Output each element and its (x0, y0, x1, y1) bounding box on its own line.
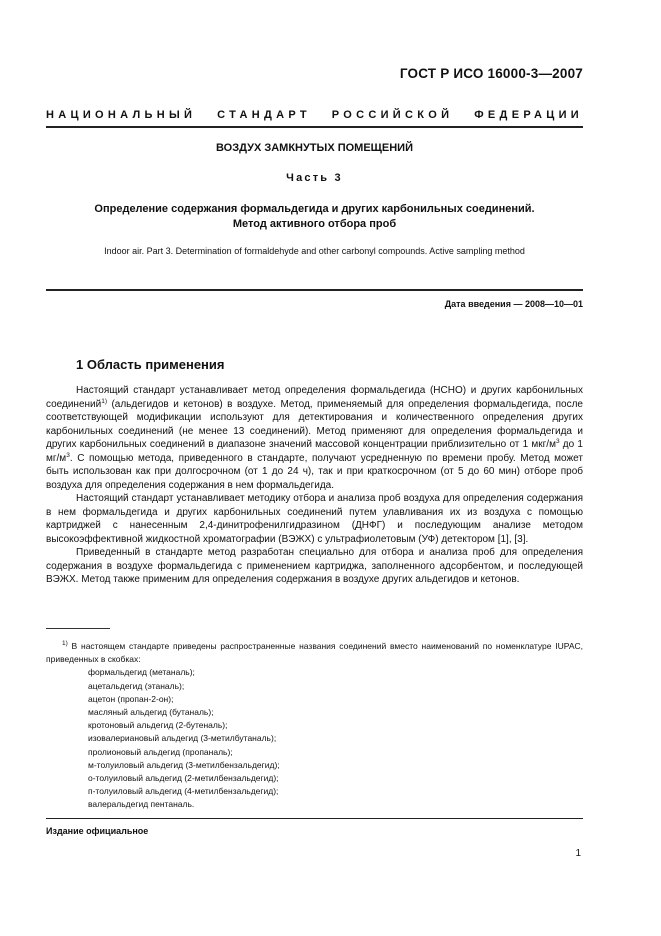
footnote-list-item: пролионовый альдегид (пропаналь); (88, 746, 233, 757)
footnote-list-item: валеральдегид пентаналь. (88, 799, 195, 810)
footnote-ref[interactable]: 1) (101, 397, 107, 405)
footnote-list-item: кротоновый альдегид (2-бутеналь); (88, 720, 228, 731)
footnote-list-item: п-толуиловый альдегид (4-метилбензальдегид); (88, 786, 279, 797)
section-body (46, 384, 583, 587)
subtitle-line-1: Определение содержания формальдегида и других карбонильных соединений. (94, 203, 535, 215)
footnote-list-item: ацетон (пропан-2-он); (88, 693, 174, 704)
section-heading: 1 Область применения (76, 357, 225, 372)
effective-date: Дата введения — 2008—10—01 (444, 299, 583, 309)
footnote-list (46, 666, 583, 811)
page-number: 1 (575, 848, 581, 859)
footnote-list-item: формальдегид (метаналь); (88, 667, 195, 678)
footnote (46, 640, 583, 812)
official-edition-label: Издание официальное (46, 826, 149, 836)
english-title: Indoor air. Part 3. Determination of formaldehyde and other carbonyl compounds. Active sampling method (104, 246, 525, 256)
document-subtitle (46, 202, 583, 232)
footnote-rule (46, 628, 110, 629)
document-number: ГОСТ Р ИСО 16000-3—2007 (399, 66, 583, 81)
footnote-list-item: изовалериановый альдегид (3-метилбутаналь); (88, 733, 277, 744)
part-label: Часть 3 (286, 172, 343, 184)
footnote-list-item: м-толуиловый альдегид (3-метилбензальдегид); (88, 759, 280, 770)
footnote-list-item: о-толуиловый альдегид (2-метилбензальдегид); (88, 773, 279, 784)
footnote-list-item: ацетальдегид (этаналь); (88, 680, 185, 691)
subtitle-line-2: Метод активного отбора проб (232, 218, 397, 230)
paragraph-1: Настоящий стандарт устанавливает метод определения формальдегида (НСНО) и других карбонильных соединений$^{1)}$ (альдегидов и кетонов) в воздухе. Метод, применяемый для определения формальдегида, после соответствующей модификации используют для детектирования и количественного определения других карбонильных соединений (не менее 13 соединений). Метод применяют для определения формальдегида и других карбонильных соединений в диапазоне значений массовой концентрации приблизительно от 1 мкг/$м^3$ до 1 $мг/м^3$. С помощью метода, приведенного в стандарте, получают усредненную по времени пробу. Метод может быть использован как при долгосрочном (от 1 до 24 ч), так и при краткосрочном (от 5 до 60 мин) отборе проб воздуха для определения содержания в нем формальдегида. (46, 385, 583, 491)
footnote-list-item: масляный альдегид (бутаналь); (88, 707, 214, 718)
header-rule (46, 126, 583, 128)
footer-rule (46, 818, 583, 819)
document-title: ВОЗДУХ ЗАМКНУТЫХ ПОМЕЩЕНИЙ (216, 142, 413, 154)
national-standard-banner: НАЦИОНАЛЬНЫЙ СТАНДАРТ РОССИЙСКОЙ ФЕДЕРАЦИИ (46, 109, 583, 121)
paragraph-3: Приведенный в стандарте метод разработан специально для отбора и анализа проб для определения содержания в воздухе формальдегида с применением картриджа, заполненного адсорбентом, и последующей ВЭЖХ. Метод также применим для определения содержания в воздухе других альдегидов и кетонов. (46, 547, 583, 585)
title-rule (46, 289, 583, 291)
footnote-intro: $^{1)}$ В настоящем стандарте приведены распространенные названия соединений вместо наименований по номенклатуре IUPAC, приведенных в скобках: (46, 640, 583, 665)
paragraph-2: Настоящий стандарт устанавливает методику отбора и анализа проб воздуха для определения содержания в нем формальдегида и других карбонильных соединений путем улавливания их из воздуха с помощью картриджей с нанесенным 2,4-динитрофенилгидразином (ДНФГ) и последующим анализе методом высокоэффективной жидкостной хроматографии (ВЭЖХ) с ультрафиолетовым (УФ) детектором [1], [3]. (46, 493, 583, 545)
